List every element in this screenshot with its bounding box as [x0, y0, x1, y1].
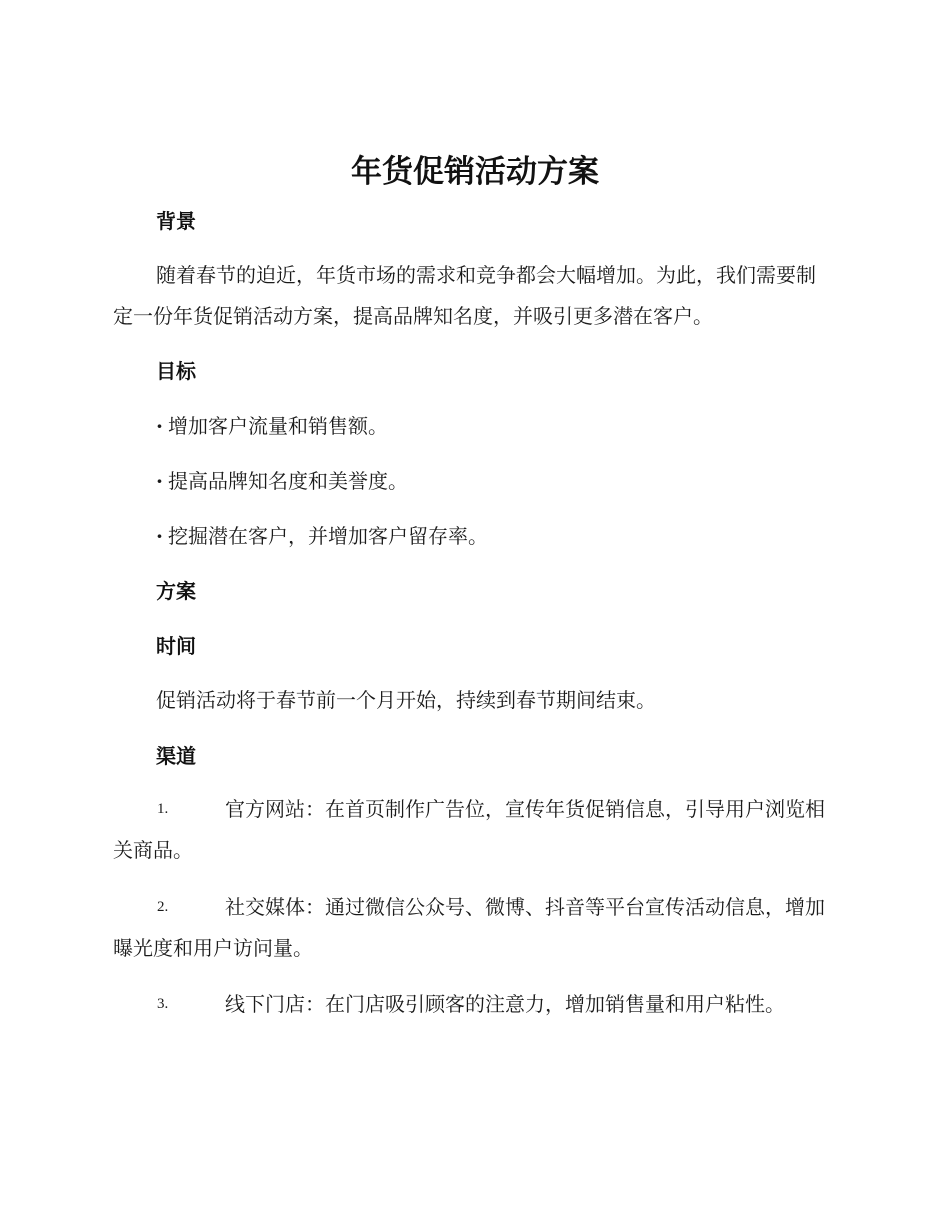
channel-item-text: 线下门店：在门店吸引顾客的注意力，增加销售量和用户粘性。: [225, 992, 785, 1016]
goal-item: [156, 466, 408, 496]
channel-item-text: 社交媒体：通过微信公众号、微博、抖音等平台宣传活动信息，增加曝光度和用户访问量。: [113, 895, 825, 960]
time-paragraph: 促销活动将于春节前一个月开始，持续到春节期间结束。: [156, 688, 656, 712]
bullet-icon: ·: [156, 469, 163, 493]
goal-item: [156, 521, 488, 551]
list-number: 1.: [157, 801, 169, 817]
bullet-icon: ·: [156, 414, 163, 438]
channel-item: [113, 789, 835, 871]
heading-background: 背景: [156, 209, 196, 233]
document-title: 年货促销活动方案: [351, 154, 599, 190]
heading-plan: 方案: [156, 579, 196, 603]
channel-item-text: 官方网站：在首页制作广告位，宣传年货促销信息，引导用户浏览相关商品。: [113, 797, 825, 862]
heading-goals: 目标: [156, 359, 196, 383]
channel-item: [113, 887, 835, 969]
list-number: 3.: [157, 996, 169, 1012]
background-paragraph: 随着春节的迫近，年货市场的需求和竞争都会大幅增加。为此，我们需要制定一份年货促销活动方案，提高品牌知名度，并吸引更多潜在客户。: [113, 263, 816, 328]
goal-item: [156, 411, 388, 441]
goal-item-text: 挖掘潜在客户，并增加客户留存率。: [168, 524, 488, 548]
goal-item-text: 增加客户流量和销售额。: [168, 414, 388, 438]
list-number: 2.: [157, 899, 169, 915]
bullet-icon: ·: [156, 524, 163, 548]
goal-item-text: 提高品牌知名度和美誉度。: [168, 469, 408, 493]
heading-channels: 渠道: [156, 744, 196, 768]
heading-time: 时间: [156, 634, 196, 658]
channel-item: [113, 984, 835, 1025]
